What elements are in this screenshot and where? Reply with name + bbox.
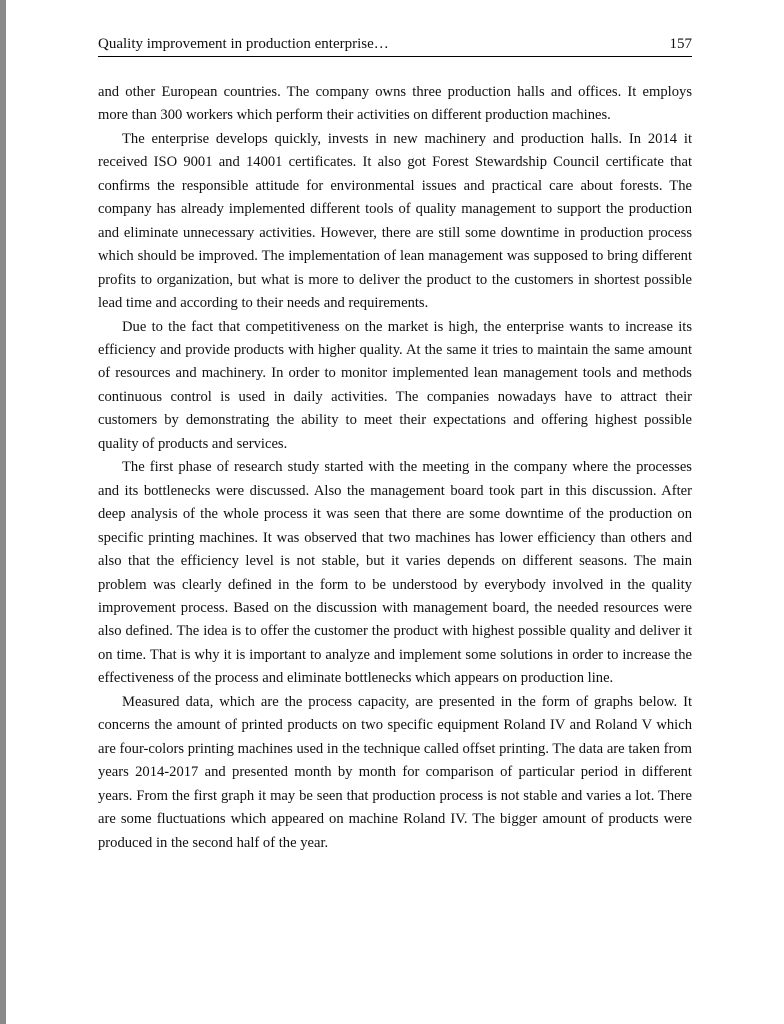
viewer-edge-strip xyxy=(0,0,6,1024)
paragraph-1: and other European countries. The company owns three production halls and offices. It employs more than 300 workers which perform their activities on different production machines. xyxy=(98,84,692,124)
body-text xyxy=(98,81,692,855)
page-number: 157 xyxy=(669,36,692,52)
paragraph-2: The enterprise develops quickly, invests in new machinery and production halls. In 2014 it received ISO 9001 and 14001 certificates. It also got Forest Stewardship Council certificate that confirms the responsible attitude for environmental issues and practical care about forests. The company has already implemented different tools of quality management to support the production and eliminate unnecessary activities. However, there are still some downtime in production process which should be improved. The implementation of lean management was supposed to bring different profits to organization, but what is more to deliver the product to the customers in shortest possible lead time and according to their needs and requirements. xyxy=(98,130,692,312)
running-header xyxy=(98,36,692,57)
paragraph-4: The first phase of research study started with the meeting in the company where the processes and its bottlenecks were discussed. Also the management board took part in this discussion. After deep analysis of the whole process it was seen that there are some downtime of the production on specific printing machines. It was observed that two machines has lower efficiency than others and also that the efficiency level is not stable, but it varies depends on different seasons. The main problem was clearly defined in the form to be understood by everybody involved in the quality improvement process. Based on the discussion with management board, the needed resources were also defined. The idea is to offer the customer the product with highest possible quality and deliver it on time. That is why it is important to analyze and implement some solutions in order to increase the effectiveness of the process and eliminate bottlenecks which appears on production line. xyxy=(98,459,692,687)
paragraph-3: Due to the fact that competitiveness on the market is high, the enterprise wants to increase its efficiency and provide products with higher quality. At the same it tries to maintain the same amount of resources and machinery. In order to monitor implemented lean management tools and methods continuous control is used in daily activities. The companies nowadays have to attract their customers by demonstrating the ability to meet their expectations and offering highest possible quality of products and services. xyxy=(98,318,692,452)
paragraph-5: Measured data, which are the process capacity, are presented in the form of graphs below. It concerns the amount of printed products on two specific equipment Roland IV and Roland V which are four-colors printing machines used in the technique called offset printing. The data are taken from years 2014-2017 and presented month by month for comparison of particular period in different years. From the first graph it may be seen that production process is not stable and varies a lot. There are some fluctuations which appeared on machine Roland IV. The bigger amount of products were produced in the second half of the year. xyxy=(98,693,692,851)
running-title: Quality improvement in production enterprise… xyxy=(98,36,389,52)
